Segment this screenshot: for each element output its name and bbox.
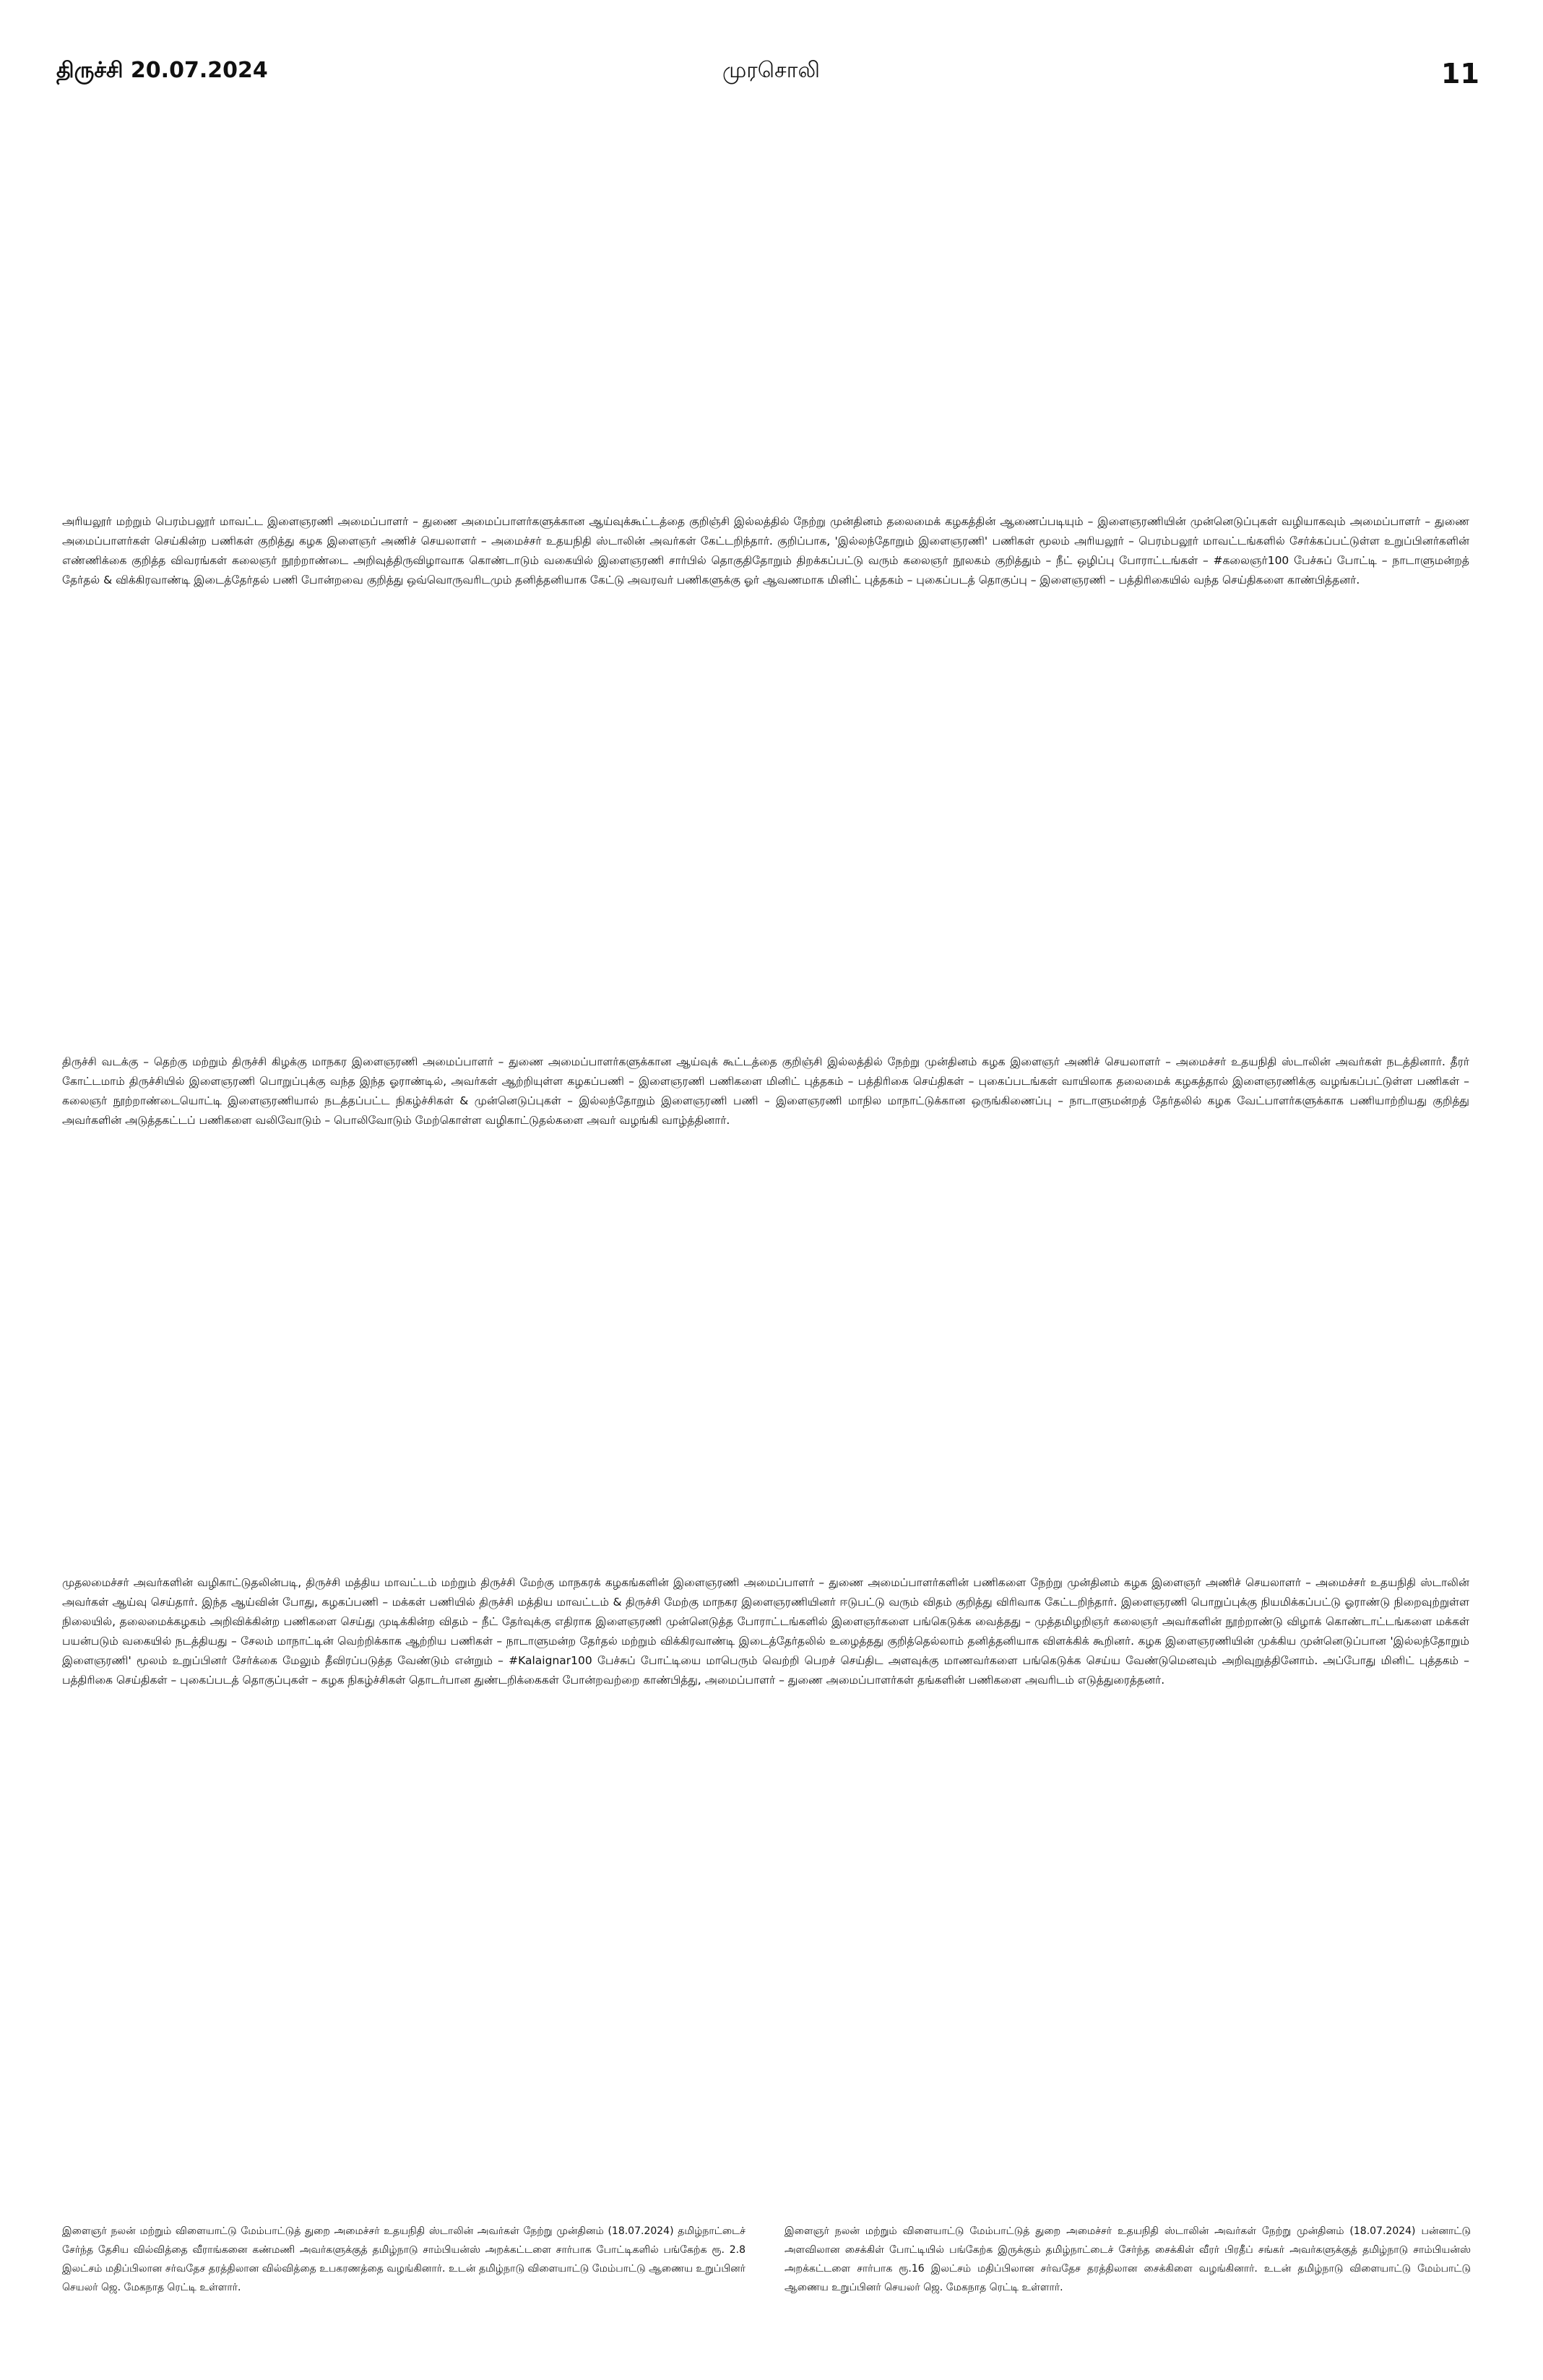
- photo-caption-ariyalur-perambalur: அரியலூர் மற்றும் பெரம்பலூர் மாவட்ட இளைஞரணி அமைப்பாளர் – துணை அமைப்பாளர்களுக்கான ஆய்வுக்கூட்டத்தை குறிஞ்சி இல்லத்தில் நேற்று முன்தினம் தலைமைக் கழகத்தின் ஆணைப்படியும் – இளைஞரணியின் முன்னெடுப்புகள் வழியாகவும் அமைப்பாளர் – துணை அமைப்பாளர்கள் செய்கின்ற பணிகள் குறித்து கழக இளைஞர் அணிச் செயலாளர் – அமைச்சர் உதயநிதி ஸ்டாலின் அவர்கள் கேட்டறிந்தார். குறிப்பாக, 'இல்லந்தோறும் இளைஞரணி' பணிகள் மூலம் அரியலூர் – பெரம்பலூர் மாவட்டங்களில் சேர்க்கப்பட்டுள்ள உறுப்பினர்களின் எண்ணிக்கை குறித்த விவரங்கள் கலைஞர் நூற்றாண்டை அறிவுத்திருவிழாவாக கொண்டாடும் வகையில் இளைஞரணி சார்பில் தொகுதிதோறும் திறக்கப்பட்டு வரும் கலைஞர் நூலகம் குறித்தும் – நீட் ஒழிப்பு போராட்டங்கள் – #கலைஞர்100 பேச்சுப் போட்டி – நாடாளுமன்றத் தேர்தல் & விக்கிரவாண்டி இடைத்தேர்தல் பணி போன்றவை குறித்து ஒவ்வொருவரிடமும் தனித்தனியாக கேட்டு அவரவர் பணிகளுக்கு ஓர் ஆவணமாக மினிட் புத்தகம் – புகைப்படத் தொகுப்பு – இளைஞரணி – பத்திரிகையில் வந்த செய்திகளை காண்பித்தனர்.: [62, 515, 1469, 587]
- photo-caption-archery-equipment: இளைஞர் நலன் மற்றும் விளையாட்டு மேம்பாட்டுத் துறை அமைச்சர் உதயநிதி ஸ்டாலின் அவர்கள் நேற்று முன்தினம் (18.07.2024) தமிழ்நாட்டைச் சேர்ந்த தேசிய வில்வித்தை வீராங்கனை கண்மணி அவர்களுக்குத் தமிழ்நாடு சாம்பியன்ஸ் அறக்கட்டளை சார்பாக போட்டிகளில் பங்கேற்க ரூ. 2.8 இலட்சம் மதிப்பிலான சர்வதேச தரத்திலான வில்வித்தை உபகரணத்தை வழங்கினார். உடன் தமிழ்நாடு விளையாட்டு மேம்பாட்டு ஆணைய உறுப்பினர் செயலர் ஜெ. மேகநாத ரெட்டி உள்ளார்.: [62, 2225, 745, 2293]
- photo-caption-cycle-presentation: இளைஞர் நலன் மற்றும் விளையாட்டு மேம்பாட்டுத் துறை அமைச்சர் உதயநிதி ஸ்டாலின் அவர்கள் நேற்று முன்தினம் (18.07.2024) பன்னாட்டு அளவிலான சைக்கிள் போட்டியில் பங்கேற்க இருக்கும் தமிழ்நாட்டைச் சேர்ந்த சைக்கிள் வீரர் பிரதீப் சங்கர் அவர்களுக்குத் தமிழ்நாடு சாம்பியன்ஸ் அறக்கட்டளை சார்பாக ரூ.16 இலட்சம் மதிப்பிலான சர்வதேச தரத்திலான சைக்கிளை வழங்கினார். உடன் தமிழ்நாடு விளையாட்டு மேம்பாட்டு ஆணைய உறுப்பினர் செயலர் ஜெ. மேகநாத ரெட்டி உள்ளார்.: [785, 2225, 1471, 2293]
- masthead: முரசொலி: [722, 58, 820, 83]
- edition-date: திருச்சி 20.07.2024: [56, 58, 268, 83]
- page-header: [0, 0, 1543, 101]
- page-number: 11: [1441, 58, 1479, 90]
- photo-caption-trichy-central-west: முதலமைச்சர் அவர்களின் வழிகாட்டுதலின்படி, திருச்சி மத்திய மாவட்டம் மற்றும் திருச்சி மேற்கு மாநகரக் கழகங்களின் இளைஞரணி அமைப்பாளர் – துணை அமைப்பாளர்களின் பணிகளை நேற்று முன்தினம் கழக இளைஞர் அணிச் செயலாளர் – அமைச்சர் உதயநிதி ஸ்டாலின் அவர்கள் ஆய்வு செய்தார். இந்த ஆய்வின் போது, கழகப்பணி – மக்கள் பணியில் திருச்சி மத்திய மாவட்டம் & திருச்சி மேற்கு மாநகர இளைஞரணியினர் ஈடுபட்டு வரும் விதம் குறித்து விரிவாக கேட்டறிந்தார். இளைஞரணி பொறுப்புக்கு நியமிக்கப்பட்டு ஓராண்டு நிறைவுற்றுள்ள நிலையில், தலைமைக்கழகம் அறிவிக்கின்ற பணிகளை செய்து முடிக்கின்ற விதம் – நீட் தேர்வுக்கு எதிராக இளைஞரணி முன்னெடுத்த போராட்டங்களில் இளைஞர்களை பங்கெடுக்க வைத்தது – முத்தமிழறிஞர் கலைஞர் அவர்களின் நூற்றாண்டு விழாக் கொண்டாட்டங்களை மக்கள் பயன்படும் வகையில் நடத்தியது – சேலம் மாநாட்டின் வெற்றிக்காக ஆற்றிய பணிகள் – நாடாளுமன்ற தேர்தல் மற்றும் விக்கிரவாண்டி இடைத்தேர்தலில் உழைத்தது குறித்தெல்லாம் தனித்தனியாக விளக்கிக் கூறினர். கழக இளைஞரணியின் முக்கிய முன்னெடுப்பான 'இல்லந்தோறும் இளைஞரணி' மூலம் உறுப்பினர் சேர்க்கை மேலும் தீவிரப்படுத்த வேண்டும் என்றும் – #Kalaignar100 பேச்சுப் போட்டியை மாபெரும் வெற்றி பெறச் செய்திட அளவுக்கு மாணவர்களை பங்கெடுக்க செய்ய வேண்டுமெனவும் அறிவுறுத்தினோம். அப்போது மினிட் புத்தகம் – பத்திரிகை செய்திகள் – புகைப்படத் தொகுப்புகள் – கழக நிகழ்ச்சிகள் தொடர்பான துண்டறிக்கைகள் போன்றவற்றை காண்பித்து, அமைப்பாளர் – துணை அமைப்பாளர்கள் தங்களின் பணிகளை அவரிடம் எடுத்துரைத்தனர்.: [62, 1576, 1469, 1687]
- photo-caption-trichy-north-south-east: திருச்சி வடக்கு – தெற்கு மற்றும் திருச்சி கிழக்கு மாநகர இளைஞரணி அமைப்பாளர் – துணை அமைப்பாளர்களுக்கான ஆய்வுக் கூட்டத்தை குறிஞ்சி இல்லத்தில் நேற்று முன்தினம் கழக இளைஞர் அணிச் செயலாளர் – அமைச்சர் உதயநிதி ஸ்டாலின் அவர்கள் நடத்தினார். தீரர் கோட்டமாம் திருச்சியில் இளைஞரணி பொறுப்புக்கு வந்த இந்த ஓராண்டில், அவர்கள் ஆற்றியுள்ள கழகப்பணி – இளைஞரணி பணிகளை மினிட் புத்தகம் – பத்திரிகை செய்திகள் – புகைப்படங்கள் வாயிலாக தலைமைக் கழகத்தால் இளைஞரணிக்கு வழங்கப்பட்டுள்ள பணிகள் – கலைஞர் நூற்றாண்டையொட்டி இளைஞரணியால் நடத்தப்பட்ட நிகழ்ச்சிகள் & முன்னெடுப்புகள் – இல்லந்தோறும் இளைஞரணி பணி – இளைஞரணி மாநில மாநாட்டுக்கான ஒருங்கிணைப்பு – நாடாளுமன்றத் தேர்தலில் கழக வேட்பாளர்களுக்காக பணியாற்றியது குறித்து அவர்களின் அடுத்தகட்டப் பணிகளை வலிவோடும் – பொலிவோடும் மேற்கொள்ள வழிகாட்டுதல்களை அவர் வழங்கி வாழ்த்தினார்.: [62, 1055, 1469, 1127]
